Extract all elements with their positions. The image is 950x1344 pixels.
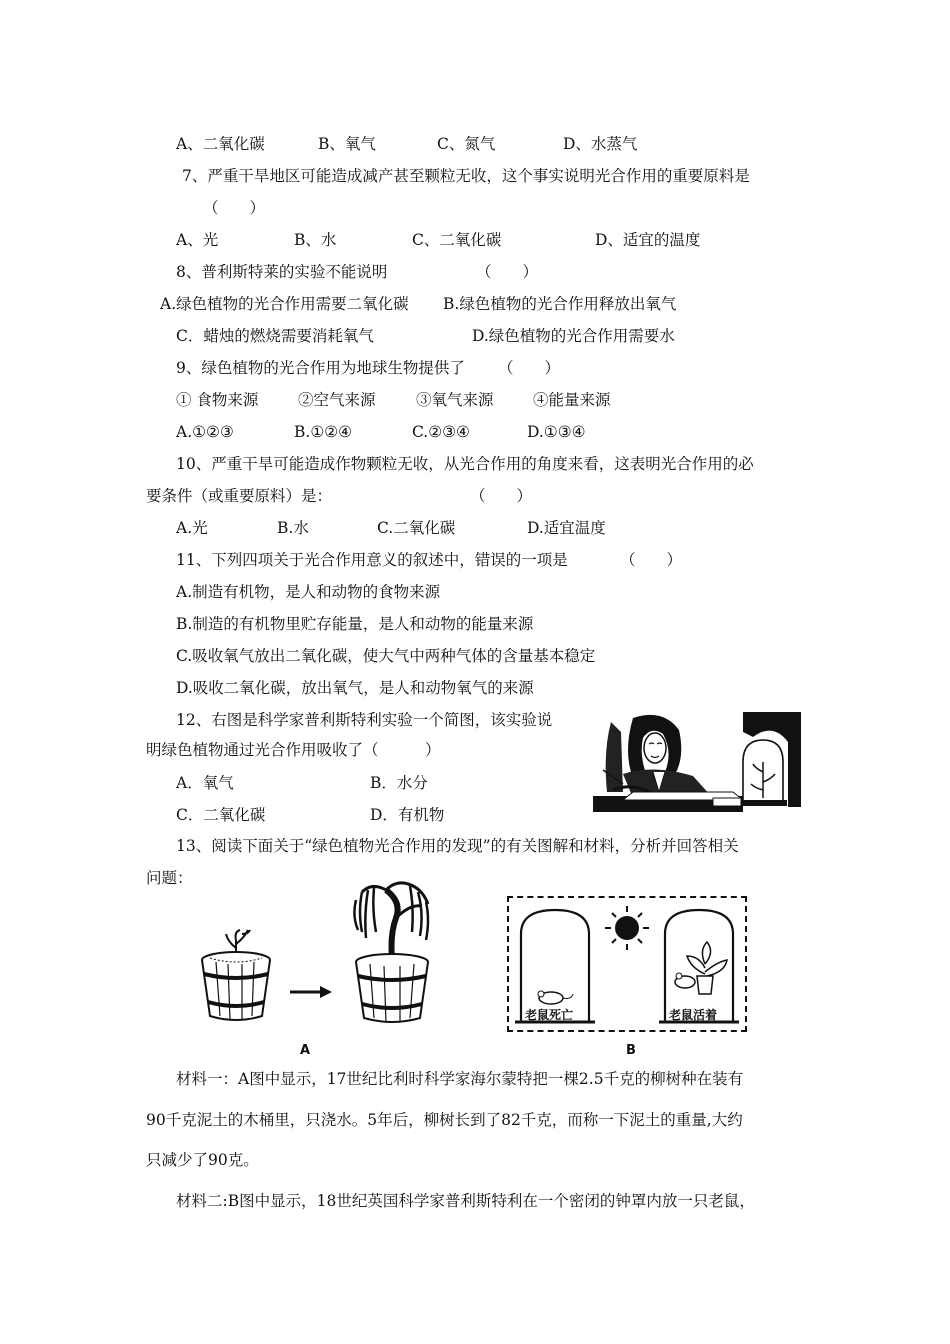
q9-option-c: C.②③④ <box>412 423 470 441</box>
jar-right-label: 老鼠活着 <box>669 1008 718 1022</box>
q13-stem-line2: 问题： <box>146 869 193 887</box>
q11-option-d: D.吸收二氧化碳，放出氧气，是人和动物氧气的来源 <box>176 679 534 697</box>
q10-stem-line1: 10、严重干旱可能造成作物颗粒无收，从光合作用的角度来看，这表明光合作用的必 <box>176 455 754 473</box>
q7-option-d: D、适宜的温度 <box>595 231 701 249</box>
q10-option-a: A.光 <box>176 519 208 537</box>
q10-answer-bracket: （ ） <box>470 487 533 505</box>
q9-option-b: B.①②④ <box>294 423 353 441</box>
q10-option-c: C.二氧化碳 <box>377 519 456 537</box>
q11-option-a: A.制造有机物，是人和动物的食物来源 <box>176 583 441 601</box>
material1-line3: 只减少了90克。 <box>146 1151 259 1169</box>
q8-option-d: D.绿色植物的光合作用需要水 <box>472 327 675 345</box>
q7-stem: 7、严重干旱地区可能造成减产甚至颗粒无收，这个事实说明光合作用的重要原料是 <box>182 167 750 185</box>
q10-option-d: D.适宜温度 <box>527 519 606 537</box>
material1-line1: 材料一：A图中显示，17世纪比利时科学家海尔蒙特把一棵2.5千克的柳树种在装有 <box>176 1070 744 1088</box>
q11-stem: 11、下列四项关于光合作用意义的叙述中，错误的一项是 <box>176 551 568 569</box>
q8-answer-bracket: （ ） <box>476 263 539 281</box>
material2-line1: 材料二:B图中显示，18世纪英国科学家普利斯特利在一个密闭的钟罩内放一只老鼠， <box>176 1192 755 1210</box>
bell-jar-figure <box>507 896 747 1032</box>
q7-option-c: C、二氧化碳 <box>412 231 502 249</box>
q9-item-4: ④能量来源 <box>533 391 611 409</box>
q12-option-c: C．二氧化碳 <box>176 806 266 824</box>
q12-stem-line1: 12、右图是科学家普利斯特利实验一个简图，该实验说 <box>176 711 553 729</box>
q7-option-b: B、水 <box>294 231 337 249</box>
q10-option-b: B.水 <box>277 519 309 537</box>
q9-item-3: ③氧气来源 <box>416 391 494 409</box>
q7-answer-bracket: （ ） <box>203 199 266 217</box>
q13-stem-line1: 13、阅读下面关于“绿色植物光合作用的发现”的有关图解和材料，分析并回答相关 <box>176 837 739 855</box>
q10-stem-line2: 要条件（或重要原料）是： <box>146 487 333 505</box>
material1-line2: 90千克泥土的木桶里，只浇水。5年后，柳树长到了82千克，而称一下泥土的重量,大约 <box>146 1111 743 1129</box>
q9-answer-bracket: （ ） <box>498 359 561 377</box>
q11-option-c: C.吸收氧气放出二氧化碳，使大气中两种气体的含量基本稳定 <box>176 647 596 665</box>
q9-item-1: ① 食物来源 <box>176 391 259 409</box>
willow-tub-figure <box>196 878 446 1030</box>
q7-option-a: A、光 <box>176 231 219 249</box>
q6-option-b: B、氧气 <box>318 135 376 153</box>
q8-option-a: A.绿色植物的光合作用需要二氧化碳 <box>160 295 409 313</box>
figure-a-caption: A <box>300 1043 311 1058</box>
q12-stem-line2: 明绿色植物通过光合作用吸收了（ ） <box>146 741 441 759</box>
q11-option-b: B.制造的有机物里贮存能量，是人和动物的能量来源 <box>176 615 534 633</box>
q12-option-b: B．水分 <box>370 774 428 792</box>
q6-option-d: D、水蒸气 <box>563 135 638 153</box>
priestley-experiment-illustration <box>593 712 801 812</box>
q9-stem: 9、绿色植物的光合作用为地球生物提供了 <box>176 359 465 377</box>
q12-option-d: D．有机物 <box>370 806 445 824</box>
q9-option-a: A.①②③ <box>176 423 234 441</box>
q6-option-a: A、二氧化碳 <box>176 135 265 153</box>
q9-option-d: D.①③④ <box>527 423 586 441</box>
jar-left-label: 老鼠死亡 <box>525 1008 574 1022</box>
q8-stem: 8、普利斯特莱的实验不能说明 <box>176 263 388 281</box>
q11-answer-bracket: （ ） <box>620 551 683 569</box>
q9-item-2: ②空气来源 <box>298 391 376 409</box>
q12-option-a: A．氧气 <box>176 774 234 792</box>
q6-option-c: C、氮气 <box>437 135 496 153</box>
q8-option-c: C．蜡烛的燃烧需要消耗氧气 <box>176 327 374 345</box>
figure-b-caption: B <box>626 1043 636 1058</box>
q8-option-b: B.绿色植物的光合作用释放出氧气 <box>443 295 677 313</box>
